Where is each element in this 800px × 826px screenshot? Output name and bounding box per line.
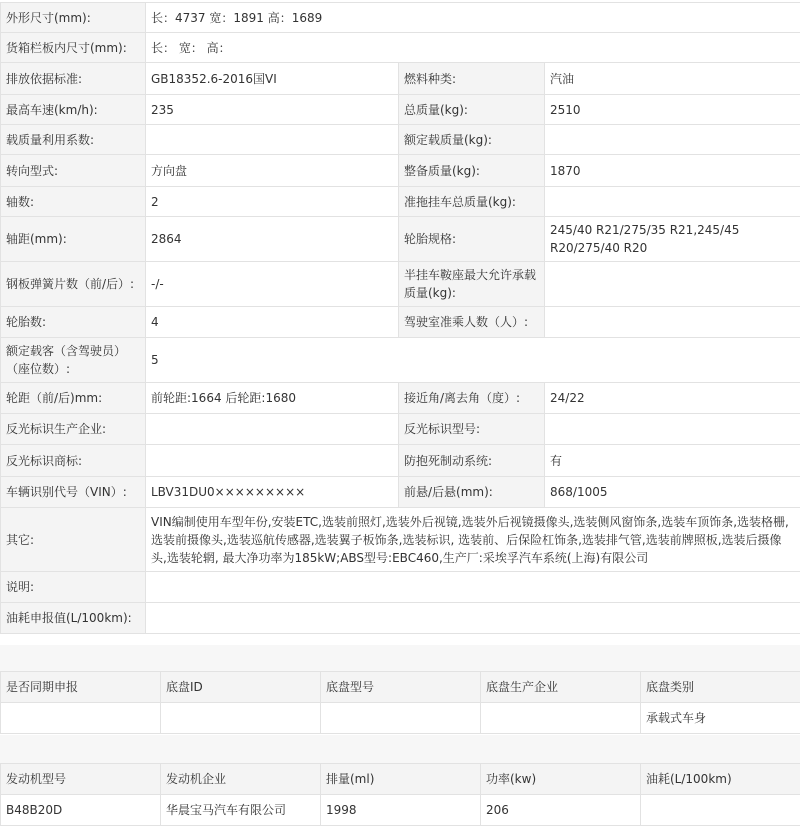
spec-value: -/-	[146, 262, 399, 307]
spec-label: 前悬/后悬(mm):	[399, 477, 545, 508]
spec-value: 长：4737 宽：1891 高：1689	[146, 3, 800, 33]
engine-cell: 206	[481, 795, 641, 826]
engine-header: 发动机企业	[161, 764, 321, 795]
spec-value: 方向盘	[146, 155, 399, 187]
spec-row	[1, 383, 800, 414]
spec-row	[1, 3, 800, 33]
spec-label: 轴距(mm):	[1, 217, 146, 262]
spec-label: 燃料种类:	[399, 63, 545, 95]
spec-value: 长： 宽： 高：	[146, 33, 800, 63]
spec-label: 接近角/离去角（度）:	[399, 383, 545, 414]
spec-label: 车辆识别代号（VIN）:	[1, 477, 146, 508]
chassis-cell	[321, 703, 481, 734]
spec-row	[1, 63, 800, 95]
spec-value: 5	[146, 338, 800, 383]
engine-cell: 华晨宝马汽车有限公司	[161, 795, 321, 826]
spec-row	[1, 414, 800, 445]
spec-label: 整备质量(kg):	[399, 155, 545, 187]
spec-value	[545, 262, 800, 307]
chassis-table	[0, 671, 800, 734]
spec-value	[146, 445, 399, 477]
spec-value: 2	[146, 187, 399, 217]
spec-value: 2864	[146, 217, 399, 262]
section-gap	[0, 645, 800, 671]
spec-row	[1, 262, 800, 307]
spec-label: 准拖挂车总质量(kg):	[399, 187, 545, 217]
spec-value	[146, 603, 800, 634]
spec-label: 额定载客（含驾驶员）（座位数）:	[1, 338, 146, 383]
spec-row	[1, 572, 800, 603]
spec-label: 轴数:	[1, 187, 146, 217]
chassis-cell	[161, 703, 321, 734]
spec-value: 2510	[545, 95, 800, 125]
spec-value: LBV31DU0×××××××××	[146, 477, 399, 508]
chassis-header: 是否同期申报	[1, 672, 161, 703]
spec-label: 货箱栏板内尺寸(mm):	[1, 33, 146, 63]
spec-label: 其它:	[1, 508, 146, 572]
spec-value	[545, 125, 800, 155]
spec-table	[0, 2, 800, 634]
spec-value: 有	[545, 445, 800, 477]
spec-label: 反光标识商标:	[1, 445, 146, 477]
spec-row	[1, 155, 800, 187]
spec-value: GB18352.6-2016国VI	[146, 63, 399, 95]
spec-row	[1, 445, 800, 477]
spec-label: 总质量(kg):	[399, 95, 545, 125]
spec-label: 驾驶室准乘人数（人）:	[399, 307, 545, 338]
engine-header: 功率(kw)	[481, 764, 641, 795]
spec-label: 轮距（前/后)mm:	[1, 383, 146, 414]
spec-value: 前轮距:1664 后轮距:1680	[146, 383, 399, 414]
spec-label: 钢板弹簧片数（前/后）:	[1, 262, 146, 307]
spec-label: 反光标识型号:	[399, 414, 545, 445]
chassis-header: 底盘型号	[321, 672, 481, 703]
spec-row	[1, 33, 800, 63]
spec-label: 额定载质量(kg):	[399, 125, 545, 155]
chassis-cell	[1, 703, 161, 734]
spec-value: 1870	[545, 155, 800, 187]
engine-header: 排量(ml)	[321, 764, 481, 795]
spec-row	[1, 603, 800, 634]
spec-value	[146, 572, 800, 603]
spec-value: 235	[146, 95, 399, 125]
spec-row	[1, 338, 800, 383]
chassis-cell: 承载式车身	[641, 703, 800, 734]
spec-label: 防抱死制动系统:	[399, 445, 545, 477]
spec-value	[545, 414, 800, 445]
section-gap	[0, 735, 800, 763]
spec-value: 汽油	[545, 63, 800, 95]
chassis-data-row	[1, 703, 800, 734]
spec-row	[1, 217, 800, 262]
spec-label: 轮胎规格:	[399, 217, 545, 262]
spec-value: VIN编制使用车型年份,安装ETC,选装前照灯,选装外后视镜,选装外后视镜摄像头,选装侧风窗饰条,选装车顶饰条,选装格栅,选装前摄像头,选装巡航传感器,选装翼子板饰条,选装标识, 选装前、后保险杠饰条,选装排气管,选装前牌照板,选装后摄像头,选装轮辋, 最大净功率为185kW;ABS型号:EBC460,生产厂:采埃孚汽车系统(上海)有限公司	[146, 508, 800, 572]
spec-label: 转向型式:	[1, 155, 146, 187]
chassis-header: 底盘ID	[161, 672, 321, 703]
spec-row	[1, 95, 800, 125]
spec-value	[545, 307, 800, 338]
spec-label: 载质量利用系数:	[1, 125, 146, 155]
spec-value	[545, 187, 800, 217]
spec-label: 排放依据标准:	[1, 63, 146, 95]
chassis-header: 底盘类别	[641, 672, 800, 703]
spec-label: 反光标识生产企业:	[1, 414, 146, 445]
spec-value: 245/40 R21/275/35 R21,245/45 R20/275/40 R20	[545, 217, 800, 262]
engine-cell	[641, 795, 800, 826]
spec-value	[146, 125, 399, 155]
spec-row	[1, 477, 800, 508]
chassis-header-row	[1, 672, 800, 703]
engine-header: 油耗(L/100km)	[641, 764, 800, 795]
spec-label: 轮胎数:	[1, 307, 146, 338]
chassis-cell	[481, 703, 641, 734]
spec-label: 外形尺寸(mm):	[1, 3, 146, 33]
spec-value: 868/1005	[545, 477, 800, 508]
engine-header-row	[1, 764, 800, 795]
spec-row	[1, 125, 800, 155]
engine-cell: 1998	[321, 795, 481, 826]
spec-value: 4	[146, 307, 399, 338]
spec-label: 油耗申报值(L/100km):	[1, 603, 146, 634]
spec-row	[1, 187, 800, 217]
engine-header: 发动机型号	[1, 764, 161, 795]
spec-value	[146, 414, 399, 445]
spec-value: 24/22	[545, 383, 800, 414]
spec-row	[1, 508, 800, 572]
engine-table	[0, 763, 800, 826]
spec-label: 最高车速(km/h):	[1, 95, 146, 125]
chassis-header: 底盘生产企业	[481, 672, 641, 703]
spec-row	[1, 307, 800, 338]
engine-cell: B48B20D	[1, 795, 161, 826]
spec-label: 说明:	[1, 572, 146, 603]
spec-label: 半挂车鞍座最大允许承载质量(kg):	[399, 262, 545, 307]
engine-data-row	[1, 795, 800, 826]
